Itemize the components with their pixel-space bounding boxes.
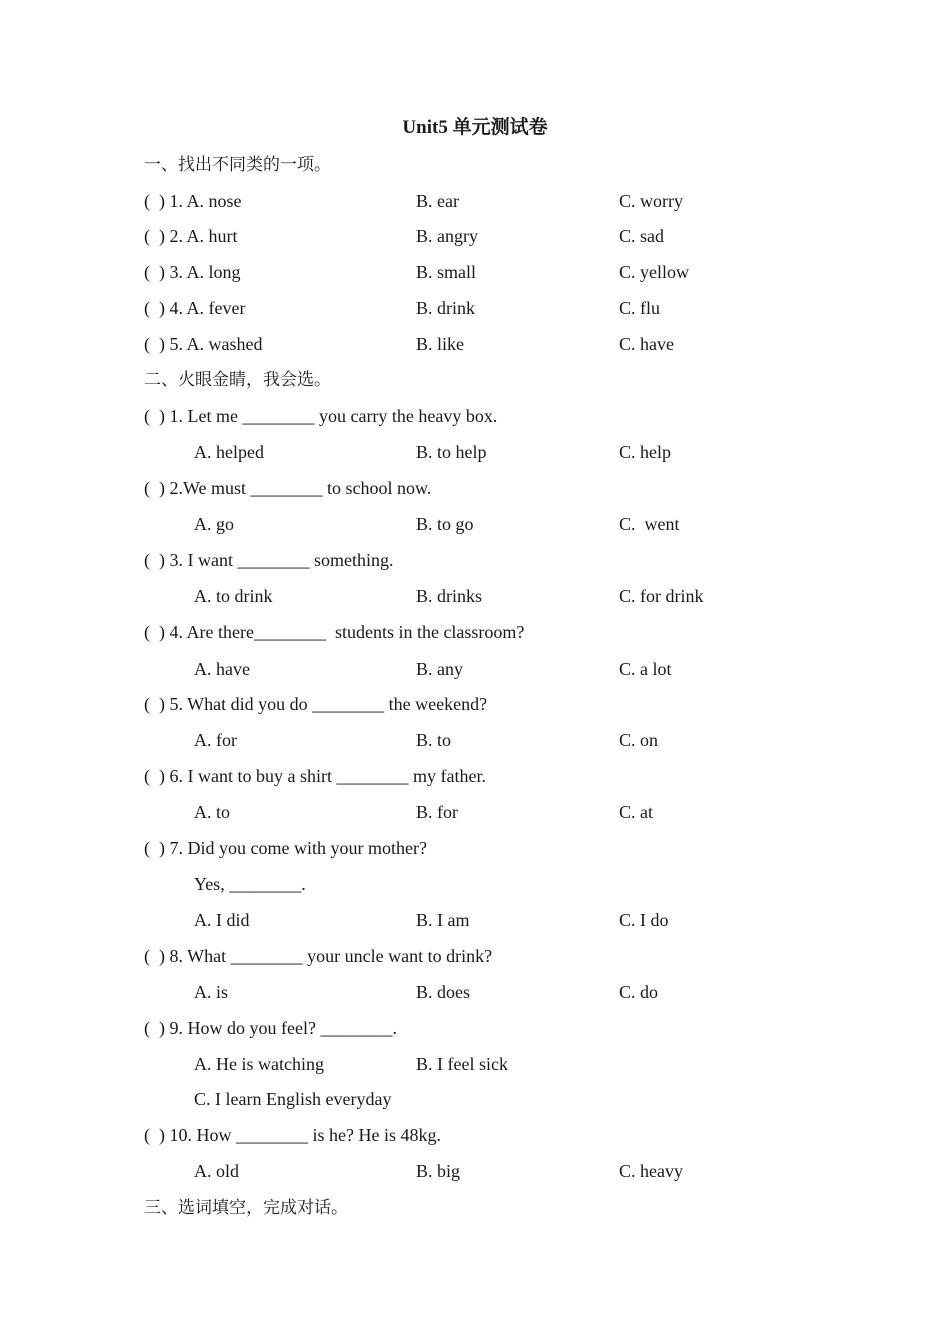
- s1-question-4: [0, 296, 950, 320]
- s2-q2-option-c: C. went: [619, 514, 680, 534]
- s2-q8-option-c: C. do: [619, 982, 659, 1002]
- page-title: Unit5 单元测试卷: [402, 117, 548, 138]
- s1-q4-option-c: C. flu: [619, 298, 661, 318]
- s2-q7-option-c: C. I do: [619, 910, 669, 930]
- s2-q9-option-b: B. I feel sick: [416, 1054, 508, 1074]
- s2-q5-option-c: C. on: [619, 730, 659, 750]
- s1-question-1: [0, 189, 950, 213]
- s2-question-7: [0, 836, 950, 860]
- s2-q8-option-a: A. is: [194, 982, 229, 1002]
- s2-q9-options: [0, 1052, 950, 1076]
- s1-q5-option-a: ( ) 5. A. washed: [144, 334, 263, 354]
- s1-q1-option-a: ( ) 1. A. nose: [144, 191, 242, 211]
- s1-q2-option-a: ( ) 2. A. hurt: [144, 226, 238, 246]
- s2-q9-stem: ( ) 9. How do you feel? ________.: [144, 1018, 397, 1038]
- s2-q4-option-b: B. any: [416, 659, 463, 679]
- s2-q8-options: [0, 980, 950, 1004]
- s2-q9-options-row2: [0, 1087, 950, 1111]
- s2-question-3: [0, 548, 950, 572]
- s1-q1-option-c: C. worry: [619, 191, 683, 211]
- s1-q4-option-b: B. drink: [416, 298, 476, 318]
- s2-q9-option-c: C. I learn English everyday: [194, 1089, 392, 1109]
- s2-q6-options: [0, 800, 950, 824]
- s2-q4-option-c: C. a lot: [619, 659, 672, 679]
- s2-q10-option-b: B. big: [416, 1161, 461, 1181]
- s2-q7-stem: ( ) 7. Did you come with your mother?: [144, 838, 427, 858]
- s2-q2-option-a: A. go: [194, 514, 234, 534]
- s2-q6-option-a: A. to: [194, 802, 230, 822]
- s2-q6-option-b: B. for: [416, 802, 458, 822]
- s2-q2-stem: ( ) 2.We must ________ to school now.: [144, 478, 432, 498]
- s2-q6-option-c: C. at: [619, 802, 653, 822]
- s2-q1-option-c: C. help: [619, 442, 671, 462]
- s1-q3-option-c: C. yellow: [619, 262, 689, 282]
- s2-q5-option-a: A. for: [194, 730, 237, 750]
- s2-q4-option-a: A. have: [194, 659, 250, 679]
- s2-q5-option-b: B. to: [416, 730, 452, 750]
- s2-q6-stem: ( ) 6. I want to buy a shirt ________ my father.: [144, 766, 486, 786]
- s2-question-9: [0, 1016, 950, 1040]
- s2-q3-stem: ( ) 3. I want ________ something.: [144, 550, 394, 570]
- s1-q4-option-a: ( ) 4. A. fever: [144, 298, 246, 318]
- s2-q7-option-a: A. I did: [194, 910, 250, 930]
- s2-q1-option-b: B. to help: [416, 442, 487, 462]
- s2-q3-option-b: B. drinks: [416, 586, 483, 606]
- s2-q10-option-c: C. heavy: [619, 1161, 683, 1181]
- s2-q3-option-c: C. for drink: [619, 586, 704, 606]
- s2-q8-stem: ( ) 8. What ________ your uncle want to drink?: [144, 946, 493, 966]
- s2-q9-option-a: A. He is watching: [194, 1054, 324, 1074]
- s2-q10-stem: ( ) 10. How ________ is he? He is 48kg.: [144, 1125, 441, 1145]
- s1-question-5: [0, 332, 950, 356]
- s2-q2-options: [0, 512, 950, 536]
- s1-q3-option-a: ( ) 3. A. long: [144, 262, 241, 282]
- s1-q2-option-b: B. angry: [416, 226, 478, 246]
- section3-heading: 三、选词填空，完成对话。: [144, 1198, 348, 1218]
- s2-q4-stem: ( ) 4. Are there________ students in the classroom?: [144, 622, 525, 642]
- s2-q8-option-b: B. does: [416, 982, 470, 1002]
- s2-question-4: [0, 620, 950, 644]
- s2-question-6: [0, 764, 950, 788]
- s2-question-5: [0, 692, 950, 716]
- s2-q2-option-b: B. to go: [416, 514, 474, 534]
- s2-q10-options: [0, 1159, 950, 1183]
- s2-q1-stem: ( ) 1. Let me ________ you carry the heavy box.: [144, 406, 498, 426]
- section2-heading: 二、火眼金睛，我会选。: [144, 370, 331, 390]
- s1-question-3: [0, 260, 950, 284]
- s2-q7-sub: [0, 872, 950, 896]
- s1-q3-option-b: B. small: [416, 262, 477, 282]
- s2-q7-options: [0, 908, 950, 932]
- s1-q1-option-b: B. ear: [416, 191, 459, 211]
- s2-q3-options: [0, 584, 950, 608]
- s1-q2-option-c: C. sad: [619, 226, 664, 246]
- s2-q10-option-a: A. old: [194, 1161, 239, 1181]
- s2-question-8: [0, 944, 950, 968]
- s2-q1-option-a: A. helped: [194, 442, 264, 462]
- s2-q7-option-b: B. I am: [416, 910, 470, 930]
- s2-question-1: [0, 404, 950, 428]
- s2-question-10: [0, 1123, 950, 1147]
- s2-q4-options: [0, 657, 950, 681]
- s2-q5-options: [0, 728, 950, 752]
- s2-q1-options: [0, 440, 950, 464]
- s2-question-2: [0, 476, 950, 500]
- s2-q7-response: Yes, ________.: [194, 874, 306, 894]
- s1-q5-option-c: C. have: [619, 334, 674, 354]
- section1-heading: 一、找出不同类的一项。: [144, 155, 331, 175]
- s2-q3-option-a: A. to drink: [194, 586, 273, 606]
- s1-question-2: [0, 224, 950, 248]
- s2-q5-stem: ( ) 5. What did you do ________ the weekend?: [144, 694, 488, 714]
- s1-q5-option-b: B. like: [416, 334, 464, 354]
